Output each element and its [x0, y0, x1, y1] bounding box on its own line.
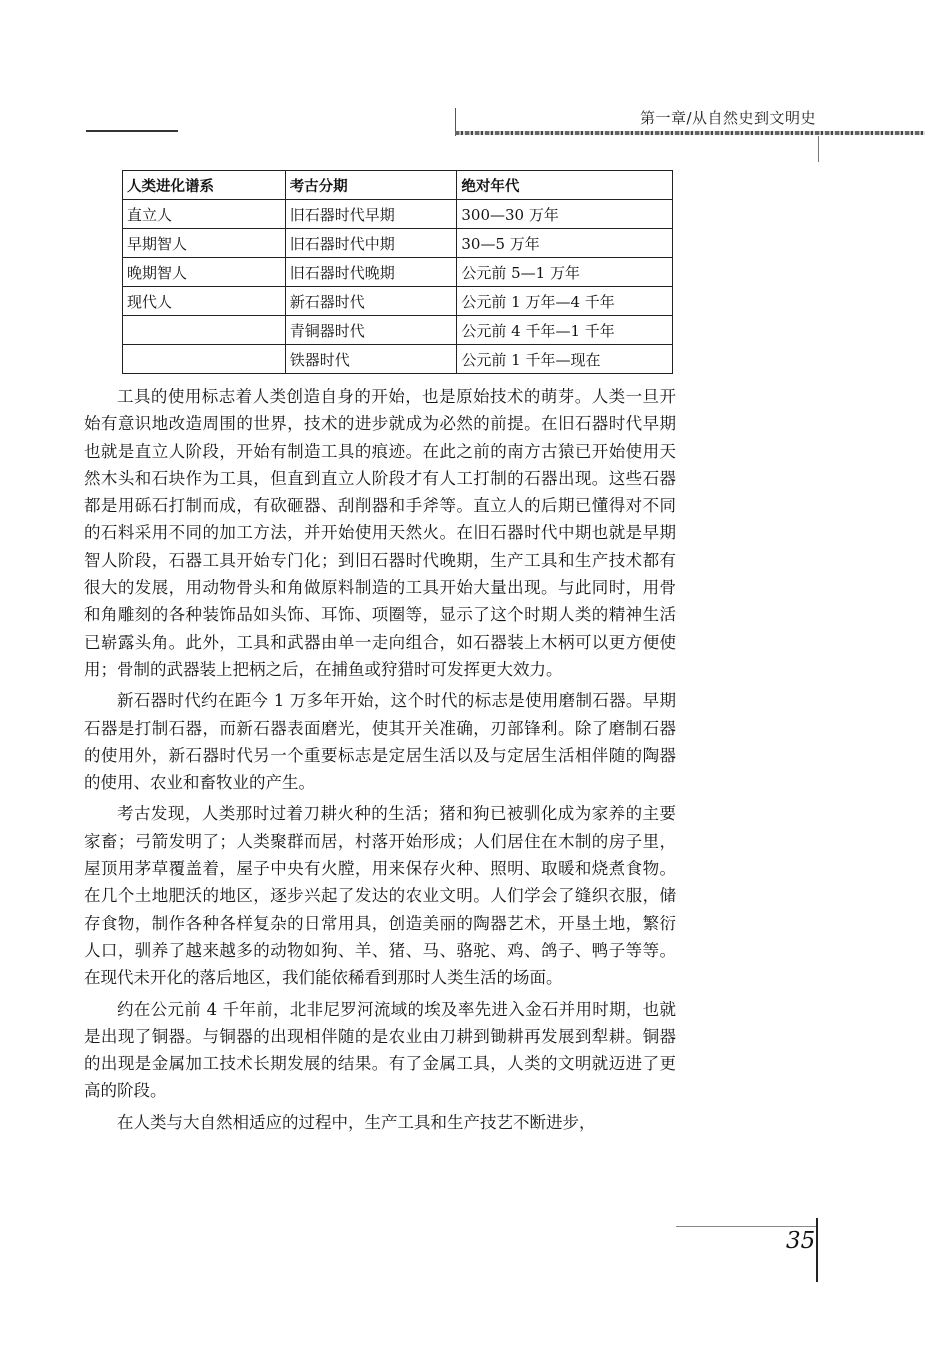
table-cell: 公元前 5—1 万年 — [457, 258, 673, 287]
header-rule-right — [455, 131, 925, 135]
header-margin-line — [818, 136, 819, 162]
table-cell: 30—5 万年 — [457, 229, 673, 258]
table-cell: 青铜器时代 — [285, 316, 457, 345]
table-cell: 早期智人 — [123, 229, 286, 258]
paragraph: 工具的使用标志着人类创造自身的开始，也是原始技术的萌芽。人类一旦开始有意识地改造周围的世界，技术的进步就成为必然的前提。在旧石器时代早期也就是直立人阶段，开始有制造工具的痕迹。在此之前的南方古猿已开始使用天然木头和石块作为工具，但直到直立人阶段才有人工打制的石器出现。这些石器都是用砾石打制而成，有砍砸器、刮削器和手斧等。直立人的后期已懂得对不同的石料采用不同的加工方法，并开始使用天然火。在旧石器时代中期也就是早期智人阶段，石器工具开始专门化；到旧石器时代晚期，生产工具和生产技术都有很大的发展，用动物骨头和角做原料制造的工具开始大量出现。与此同时，用骨和角雕刻的各种装饰品如头饰、耳饰、项圈等，显示了这个时期人类的精神生活已崭露头角。此外，工具和武器由单一走向组合，如石器装上木柄可以更方便使用；骨制的武器装上把柄之后，在捕鱼或狩猎时可发挥更大效力。 — [84, 387, 676, 679]
running-head: 第一章/从自然史到文明史 — [640, 109, 817, 127]
footer-rule — [676, 1226, 816, 1227]
table-header-cell: 绝对年代 — [457, 171, 673, 200]
paragraph: 约在公元前 4 千年前，北非尼罗河流域的埃及率先进入金石并用时期，也就是出现了铜器。与铜器的出现相伴随的是农业由刀耕到锄耕再发展到犁耕。铜器的出现是金属加工技术长期发展的结果。有了金属工具，人类的文明就迈进了更高的阶段。 — [84, 999, 676, 1101]
table-row — [123, 229, 673, 258]
table-cell: 旧石器时代中期 — [285, 229, 457, 258]
table-cell: 晚期智人 — [123, 258, 286, 287]
table-cell: 300—30 万年 — [457, 200, 673, 229]
table-cell: 公元前 1 万年—4 千年 — [457, 287, 673, 316]
header-rule-left — [86, 130, 178, 132]
table-cell: 现代人 — [123, 287, 286, 316]
paragraph: 新石器时代约在距今 1 万多年开始，这个时代的标志是使用磨制石器。早期石器是打制石器，而新石器表面磨光，使其开关准确，刃部锋利。除了磨制石器的使用外，新石器时代另一个重要标志是定居生活以及与定居生活相伴随的陶器的使用、农业和畜牧业的产生。 — [84, 691, 676, 793]
table-row — [123, 345, 673, 374]
table-cell: 旧石器时代早期 — [285, 200, 457, 229]
table-cell: 旧石器时代晚期 — [285, 258, 457, 287]
table-row — [123, 287, 673, 316]
table-row — [123, 316, 673, 345]
table-header-row — [123, 171, 673, 200]
page-number: 35 — [786, 1228, 816, 1254]
table-row — [123, 200, 673, 229]
paragraph: 在人类与大自然相适应的过程中，生产工具和生产技艺不断进步， — [117, 1112, 596, 1132]
body-text — [84, 383, 676, 1140]
table-cell: 铁器时代 — [285, 345, 457, 374]
table-cell — [123, 316, 286, 345]
table-cell: 直立人 — [123, 200, 286, 229]
table-cell: 新石器时代 — [285, 287, 457, 316]
paragraph: 考古发现，人类那时过着刀耕火种的生活；猪和狗已被驯化成为家养的主要家畜；弓箭发明了；人类聚群而居，村落开始形成；人们居住在木制的房子里，屋顶用茅草覆盖着，屋子中央有火膛，用来保存火种、照明、取暖和烧煮食物。在几个土地肥沃的地区，逐步兴起了发达的农业文明。人们学会了缝织衣服，储存食物，制作各种各样复杂的日常用具，创造美丽的陶器艺术，开垦土地，繁衍人口，驯养了越来越多的动物如狗、羊、猪、马、骆驼、鸡、鸽子、鸭子等等。在现代未开化的落后地区，我们能依稀看到那时人类生活的场面。 — [84, 804, 676, 988]
footer-margin-line — [816, 1218, 818, 1282]
table-cell — [123, 345, 286, 374]
table-row — [123, 258, 673, 287]
table-header-cell: 人类进化谱系 — [123, 171, 286, 200]
table-cell: 公元前 1 千年—现在 — [457, 345, 673, 374]
evolution-chronology-table — [122, 170, 673, 374]
table-header-cell: 考古分期 — [285, 171, 457, 200]
table-cell: 公元前 4 千年—1 千年 — [457, 316, 673, 345]
